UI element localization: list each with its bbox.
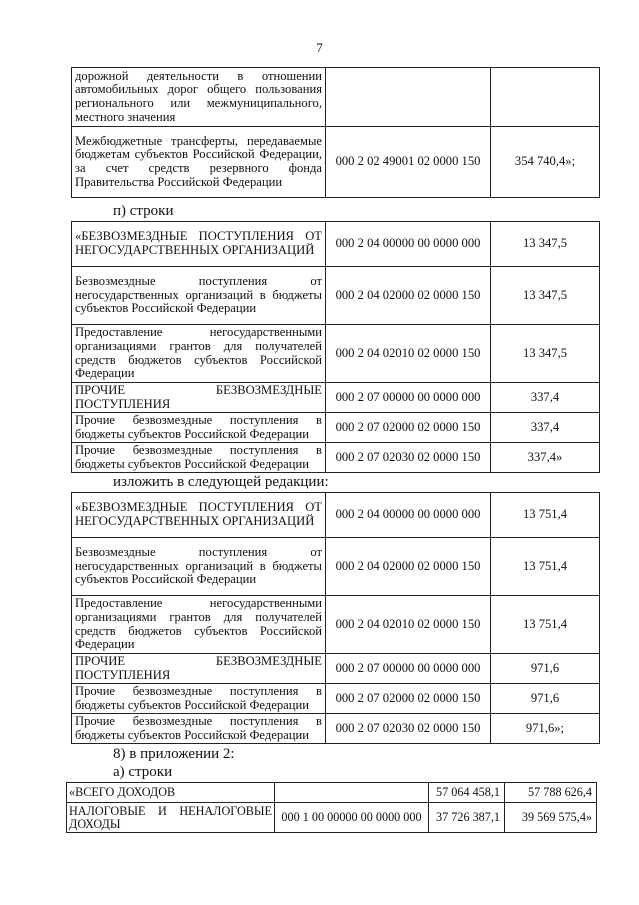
- heading-appendix-2: 8) в приложении 2:: [113, 746, 235, 762]
- row-value: 13 347,5: [491, 222, 600, 267]
- row-description: Прочие безвозмездные поступления в бюджеты субъектов Российской Федерации: [72, 714, 326, 744]
- row-value: 337,4: [491, 383, 600, 413]
- row-description: Прочие безвозмездные поступления в бюджеты субъектов Российской Федерации: [72, 443, 326, 473]
- row-code: 000 2 07 02030 02 0000 150: [326, 443, 491, 473]
- row-value: 13 751,4: [491, 538, 600, 596]
- row-value: 971,6: [491, 684, 600, 714]
- row-value: 971,6»;: [491, 714, 600, 744]
- row-description: ПРОЧИЕ БЕЗВОЗМЕЗДНЫЕ ПОСТУПЛЕНИЯ: [72, 654, 326, 684]
- table-row: [72, 596, 600, 654]
- heading-p: п) строки: [113, 203, 174, 219]
- row-description: Прочие безвозмездные поступления в бюджеты субъектов Российской Федерации: [72, 413, 326, 443]
- row-description: «БЕЗВОЗМЕЗДНЫЕ ПОСТУПЛЕНИЯ ОТ НЕГОСУДАРСТВЕННЫХ ОРГАНИЗАЦИЙ: [72, 222, 326, 267]
- row-code: 000 2 04 02000 02 0000 150: [326, 267, 491, 325]
- page-number: 7: [316, 40, 323, 55]
- table-row: [72, 383, 600, 413]
- row-description: Предоставление негосударственными организациями грантов для получателей средств бюджетов субъектов Российской Федерации: [72, 596, 326, 654]
- row-description: НАЛОГОВЫЕ И НЕНАЛОГОВЫЕ ДОХОДЫ: [67, 803, 275, 833]
- row-value: 337,4: [491, 413, 600, 443]
- row-value-2: 39 569 575,4»: [505, 803, 597, 833]
- table-row: [72, 325, 600, 383]
- table-row: [67, 783, 597, 803]
- table-row: [72, 68, 600, 127]
- table-row: [67, 803, 597, 833]
- row-description: Безвозмездные поступления от негосударственных организаций в бюджеты субъектов Российской Федерации: [72, 267, 326, 325]
- row-description: ПРОЧИЕ БЕЗВОЗМЕЗДНЫЕ ПОСТУПЛЕНИЯ: [72, 383, 326, 413]
- row-code: [326, 68, 491, 127]
- row-code: 000 2 04 02010 02 0000 150: [326, 596, 491, 654]
- row-value: 337,4»: [491, 443, 600, 473]
- table-row: [72, 267, 600, 325]
- table-continuation: [71, 67, 600, 198]
- row-code: [275, 783, 429, 803]
- heading-a: а) строки: [113, 764, 173, 780]
- row-code: 000 2 07 00000 00 0000 000: [326, 654, 491, 684]
- row-code: 000 2 07 02030 02 0000 150: [326, 714, 491, 744]
- row-value: 13 347,5: [491, 325, 600, 383]
- table-row: [72, 443, 600, 473]
- table-row: [72, 538, 600, 596]
- row-description: Межбюджетные трансферты, передаваемые бюджетам субъектов Российской Федерации, за счет средств резервного фонда Правительства Российской Федерации: [72, 127, 326, 198]
- row-code: 000 2 07 00000 00 0000 000: [326, 383, 491, 413]
- row-description: Предоставление негосударственными организациями грантов для получателей средств бюджетов субъектов Российской Федерации: [72, 325, 326, 383]
- row-value-1: 37 726 387,1: [429, 803, 505, 833]
- row-value-2: 57 788 626,4: [505, 783, 597, 803]
- table-row: [72, 413, 600, 443]
- row-description: «БЕЗВОЗМЕЗДНЫЕ ПОСТУПЛЕНИЯ ОТ НЕГОСУДАРСТВЕННЫХ ОРГАНИЗАЦИЙ: [72, 493, 326, 538]
- row-description: Прочие безвозмездные поступления в бюджеты субъектов Российской Федерации: [72, 684, 326, 714]
- row-value: 13 347,5: [491, 267, 600, 325]
- row-code: 000 1 00 00000 00 0000 000: [275, 803, 429, 833]
- row-value: 13 751,4: [491, 493, 600, 538]
- row-code: 000 2 02 49001 02 0000 150: [326, 127, 491, 198]
- row-value: [491, 68, 600, 127]
- table-appendix-2: [66, 782, 597, 833]
- row-code: 000 2 04 02000 02 0000 150: [326, 538, 491, 596]
- table-row: [72, 714, 600, 744]
- row-value: 971,6: [491, 654, 600, 684]
- row-description: «ВСЕГО ДОХОДОВ: [67, 783, 275, 803]
- table-row: [72, 684, 600, 714]
- row-code: 000 2 07 02000 02 0000 150: [326, 684, 491, 714]
- row-description: Безвозмездные поступления от негосударственных организаций в бюджеты субъектов Российской Федерации: [72, 538, 326, 596]
- table-row: [72, 654, 600, 684]
- row-value: 354 740,4»;: [491, 127, 600, 198]
- row-code: 000 2 04 00000 00 0000 000: [326, 493, 491, 538]
- table-new-rows: [71, 492, 600, 744]
- heading-new-edition: изложить в следующей редакции:: [113, 474, 329, 490]
- table-row: [72, 493, 600, 538]
- row-value-1: 57 064 458,1: [429, 783, 505, 803]
- row-value: 13 751,4: [491, 596, 600, 654]
- row-description: дорожной деятельности в отношении автомобильных дорог общего пользования регионального или межмуниципального, местного значения: [72, 68, 326, 127]
- row-code: 000 2 04 02010 02 0000 150: [326, 325, 491, 383]
- row-code: 000 2 04 00000 00 0000 000: [326, 222, 491, 267]
- table-row: [72, 127, 600, 198]
- row-code: 000 2 07 02000 02 0000 150: [326, 413, 491, 443]
- table-old-rows: [71, 221, 600, 473]
- table-row: [72, 222, 600, 267]
